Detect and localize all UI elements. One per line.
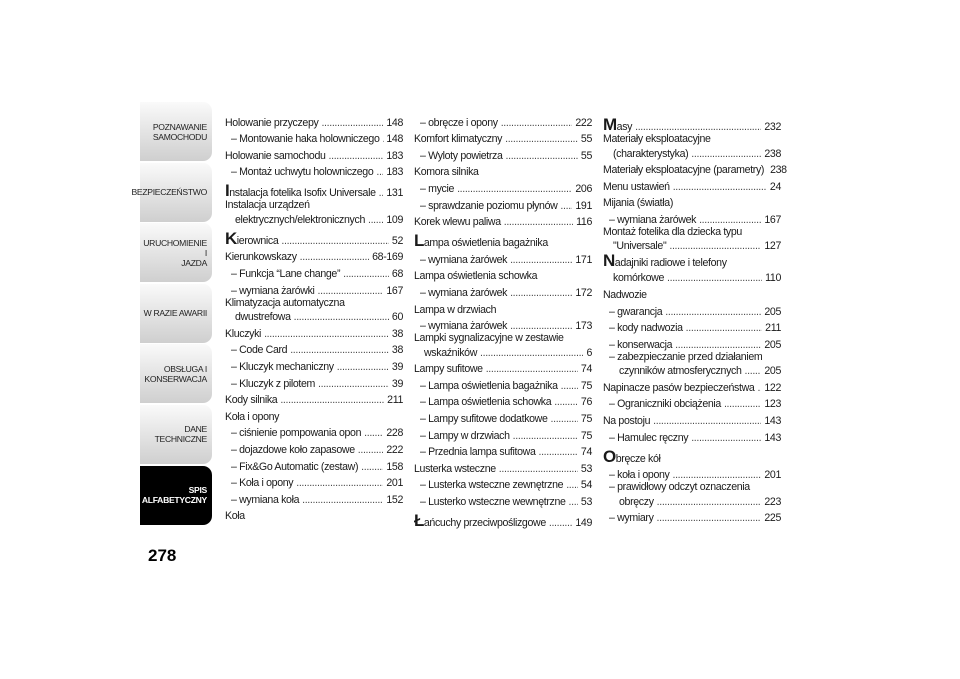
index-entry <box>414 359 592 376</box>
entry-text: – ciśnienie pompowania opon <box>231 427 362 440</box>
leader-dots <box>560 200 572 212</box>
entry-text: – konserwacja <box>609 338 673 351</box>
index-entry <box>225 247 403 264</box>
page-ref[interactable]: 76 <box>580 396 592 409</box>
page-ref[interactable]: 143 <box>764 415 781 428</box>
letter-initial: L <box>414 231 424 251</box>
page-ref[interactable]: 149 <box>575 516 592 529</box>
leader-dots <box>329 150 384 162</box>
index-entry <box>414 266 592 283</box>
entry-text <box>603 446 661 466</box>
entry-text: Lusterka wsteczne <box>414 462 496 475</box>
leader-dots <box>539 446 578 458</box>
entry-text: – Koła i opony <box>231 477 294 490</box>
index-entry <box>603 318 781 335</box>
entry-text: Menu ustawień <box>603 180 670 193</box>
leader-dots <box>318 378 389 390</box>
entry-text: – wymiana żarówek <box>420 320 508 333</box>
entry-text <box>225 228 279 248</box>
leader-dots <box>358 444 384 456</box>
index-entry <box>603 351 781 378</box>
index-entry <box>225 112 403 129</box>
index-entry <box>603 427 781 444</box>
page-ref[interactable]: 68 <box>391 268 403 281</box>
leader-dots <box>745 365 762 377</box>
entry-text: – Montowanie haka holowniczego <box>231 133 380 146</box>
entry-text: – wymiana żarówki <box>231 284 315 297</box>
index-entry <box>414 178 592 195</box>
leader-dots <box>691 148 761 160</box>
page-ref[interactable]: 123 <box>764 398 781 411</box>
entry-text: – Kluczyk z pilotem <box>231 377 316 390</box>
chapter-tab-label: POZNAWANIE SAMOCHODU <box>152 121 207 142</box>
page-ref[interactable]: 183 <box>386 149 403 162</box>
page-ref[interactable]: 167 <box>764 213 781 226</box>
page-number: 278 <box>148 546 177 565</box>
entry-text <box>603 115 633 134</box>
index-entry <box>225 178 403 199</box>
entry-text: – wymiary <box>609 512 654 525</box>
index-entry <box>603 209 781 226</box>
leader-dots <box>506 150 578 162</box>
entry-text: Nadwozie <box>603 288 647 301</box>
leader-dots <box>343 268 389 280</box>
leader-dots <box>699 214 761 226</box>
entry-text: Na postoju <box>603 415 651 428</box>
letter-initial: N <box>603 251 615 271</box>
entry-text: – Lusterko wsteczne wewnętrzne <box>420 495 566 508</box>
entry-text: Kluczyki <box>225 327 262 340</box>
entry-text: – Wyloty powietrza <box>420 149 503 162</box>
leader-dots <box>554 396 578 408</box>
page-ref[interactable]: 158 <box>386 460 403 473</box>
leader-dots <box>653 415 761 427</box>
index-entry <box>225 423 403 440</box>
entry-text-rest: asy <box>616 121 633 133</box>
entry-text-continued: "Universale" <box>613 240 667 253</box>
index-column-1 <box>225 112 403 522</box>
leader-dots <box>501 117 573 129</box>
chapter-tab-label: W RAZIE AWARII <box>143 308 207 319</box>
index-column-3 <box>603 112 787 525</box>
page-ref[interactable]: 143 <box>764 431 781 444</box>
leader-dots <box>457 183 572 195</box>
page-ref[interactable]: 172 <box>575 286 592 299</box>
leader-dots <box>686 322 762 334</box>
entry-text: – kody nadwozia <box>609 322 683 335</box>
entry-text-rest: ańcuchy przeciwpoślizgowe <box>423 516 546 529</box>
page-ref[interactable]: 211 <box>387 394 403 407</box>
page-ref[interactable]: 53 <box>580 462 592 475</box>
leader-dots <box>504 216 573 228</box>
index-entry <box>225 280 403 297</box>
index-entry <box>225 356 403 373</box>
entry-text <box>603 251 727 271</box>
page-ref[interactable]: 24 <box>769 180 781 193</box>
letter-initial: O <box>603 446 616 466</box>
leader-dots <box>510 320 572 332</box>
leader-dots <box>302 494 383 506</box>
index-entry <box>414 442 592 459</box>
entry-text: – Fix&Go Automatic (zestaw) <box>231 460 359 473</box>
page-ref[interactable]: 54 <box>580 479 592 492</box>
letter-initial: K <box>225 228 237 248</box>
index-entry <box>414 195 592 212</box>
letter-initial: M <box>603 115 617 134</box>
leader-dots <box>376 166 383 178</box>
leader-dots <box>364 427 383 439</box>
page-ref[interactable]: 238 <box>764 147 781 160</box>
page-ref[interactable]: 183 <box>386 166 403 179</box>
leader-dots <box>561 380 578 392</box>
page-ref[interactable]: 38 <box>391 344 403 357</box>
index-entry <box>603 465 781 482</box>
chapter-tab[interactable] <box>131 163 212 222</box>
leader-dots <box>566 479 578 491</box>
page-ref[interactable]: 74 <box>580 446 592 459</box>
entry-text: – Kluczyk mechaniczny <box>231 360 334 373</box>
entry-text: Materiały eksploatacyjne (parametry) <box>603 164 765 177</box>
index-entry <box>225 390 403 407</box>
entry-text-rest: nstalacja fotelika Isofix Universale <box>229 187 376 200</box>
entry-text: Lampa oświetlenia schowka <box>414 270 538 283</box>
entry-text: – wymiana żarówek <box>420 253 508 266</box>
entry-text: – Hamulec ręczny <box>609 431 689 444</box>
index-column-2 <box>414 112 592 529</box>
index-entry <box>414 249 592 266</box>
index-entry <box>414 425 592 442</box>
entry-text: – Ograniczniki obciążenia <box>609 398 721 411</box>
index-entry <box>603 481 781 508</box>
leader-dots <box>669 240 761 252</box>
entry-text <box>414 510 546 530</box>
chapter-tab-label: URUCHOMIENIE I JAZDA <box>143 237 207 268</box>
entry-text: Kierunkowskazy <box>225 251 297 264</box>
page-ref[interactable]: 53 <box>580 495 592 508</box>
page-ref[interactable]: 39 <box>391 377 403 390</box>
leader-dots <box>379 187 384 199</box>
index-entry <box>225 373 403 390</box>
entry-text: – Code Card <box>231 344 288 357</box>
entry-text-continued: czynników atmosferycznych <box>619 365 742 378</box>
entry-text-continued: komórkowe <box>613 272 665 285</box>
entry-text-continued: wskaźników <box>424 346 478 359</box>
entry-text-continued: obręczy <box>619 495 654 508</box>
leader-dots <box>383 133 384 145</box>
entry-text: – prawidłowy odczyt oznaczenia <box>609 481 750 494</box>
page-ref[interactable]: 74 <box>580 363 592 376</box>
index-entry <box>603 444 781 465</box>
entry-text: – wymiana koła <box>231 493 300 506</box>
chapter-tab-label: SPIS ALFABETYCZNY <box>141 485 207 506</box>
page-ref[interactable]: 205 <box>764 338 781 351</box>
page-ref[interactable]: 122 <box>764 381 781 394</box>
page-ref[interactable]: 110 <box>765 272 781 285</box>
leader-dots <box>318 285 384 297</box>
page-ref[interactable]: 152 <box>386 493 403 506</box>
page-ref[interactable]: 68-169 <box>372 251 403 264</box>
leader-dots <box>513 430 578 442</box>
page-ref[interactable]: 167 <box>386 284 403 297</box>
page-ref[interactable]: 39 <box>391 360 403 373</box>
page-ref[interactable]: 171 <box>575 253 592 266</box>
entry-text: – Lampy sufitowe dodatkowe <box>420 413 548 425</box>
entry-text: – dojazdowe koło zapasowe <box>231 443 355 456</box>
index-entry <box>225 199 403 226</box>
index-entry <box>414 332 592 359</box>
page-ref[interactable]: 6 <box>586 346 592 359</box>
page-ref[interactable]: 205 <box>764 305 781 318</box>
entry-text: – Montaż uchwytu holowniczego <box>231 166 374 179</box>
leader-dots <box>691 432 761 444</box>
page-ref[interactable]: 238 <box>770 164 787 177</box>
entry-text: – Lampy w drzwiach <box>420 429 510 442</box>
entry-text: Holowanie samochodu <box>225 149 326 162</box>
leader-dots <box>673 181 767 193</box>
index-entry <box>603 252 781 284</box>
chapter-tab-label: DANE TECHNICZNE <box>154 424 207 445</box>
entry-text: – zabezpieczanie przed działaniem <box>609 350 763 363</box>
index-entry <box>603 112 781 133</box>
index-entry <box>414 408 592 425</box>
entry-text: – Funkcja “Lane change” <box>231 268 341 281</box>
index-entry <box>225 406 403 423</box>
page-ref[interactable]: 75 <box>580 413 592 425</box>
page-ref[interactable]: 206 <box>575 182 592 195</box>
index-entry <box>414 299 592 316</box>
index-entry <box>603 160 787 177</box>
leader-dots <box>675 339 761 351</box>
chapter-tab[interactable] <box>140 284 212 343</box>
leader-dots <box>551 413 578 425</box>
leader-dots <box>337 361 389 373</box>
entry-text: – sprawdzanie poziomu płynów <box>420 199 558 212</box>
entry-text: Korek wlewu paliwa <box>414 216 501 229</box>
page-ref[interactable]: 191 <box>575 199 592 212</box>
page-ref[interactable]: 148 <box>386 116 403 129</box>
index-entry <box>603 301 781 318</box>
entry-text: Koła i opony <box>225 410 280 423</box>
page-ref[interactable]: 55 <box>580 133 592 146</box>
page-ref[interactable]: 55 <box>580 149 592 162</box>
entry-text: – Lampa oświetlenia schowka <box>420 396 552 409</box>
page-ref[interactable]: 228 <box>386 427 403 440</box>
index-entry <box>225 323 403 340</box>
entry-text: Kody silnika <box>225 394 278 407</box>
leader-dots <box>480 347 583 359</box>
entry-text: Montaż fotelika dla dziecka typu <box>603 225 742 238</box>
index-entry <box>225 340 403 357</box>
page-ref[interactable]: 232 <box>764 121 781 133</box>
index-entry <box>225 456 403 473</box>
index-entry <box>414 316 592 333</box>
leader-dots <box>321 117 383 129</box>
entry-text-rest: adajniki radiowe i telefony <box>614 257 727 270</box>
leader-dots <box>657 496 762 508</box>
chapter-tab[interactable] <box>140 102 212 161</box>
index-entry <box>414 145 592 162</box>
index-entry <box>225 145 403 162</box>
entry-text: Lampy sufitowe <box>414 363 483 376</box>
index-entry <box>414 162 592 179</box>
chapter-sidebar <box>131 102 212 526</box>
index-entry <box>225 506 403 523</box>
index-entry <box>603 334 781 351</box>
entry-text: – Lampa oświetlenia bagażnika <box>420 379 558 392</box>
page-ref[interactable]: 127 <box>764 240 781 253</box>
entry-text: Lampa w drzwiach <box>414 303 497 316</box>
leader-dots <box>569 496 578 508</box>
leader-dots <box>486 363 578 375</box>
index-entry <box>414 282 592 299</box>
index-entry <box>225 473 403 490</box>
page-ref[interactable]: 148 <box>386 133 403 146</box>
index-entry <box>603 133 781 160</box>
index-entry <box>603 508 781 525</box>
page-ref[interactable]: 109 <box>386 213 403 226</box>
entry-text: Holowanie przyczepy <box>225 116 319 129</box>
page-ref[interactable]: 222 <box>386 443 403 456</box>
index-entry <box>603 394 781 411</box>
index-entry <box>414 458 592 475</box>
entry-text <box>225 181 376 201</box>
leader-dots <box>665 306 761 318</box>
entry-text: Komfort klimatyczny <box>414 133 503 146</box>
entry-text: – mycie <box>420 182 455 195</box>
entry-text: – Przednia lampa sufitowa <box>420 446 536 459</box>
page-ref[interactable]: 201 <box>386 477 403 490</box>
index-entry <box>603 176 781 193</box>
entry-text-rest: ampa oświetlenia bagażnika <box>423 237 548 250</box>
entry-text: – wymiana żarówek <box>420 286 508 299</box>
index-entry <box>603 193 781 210</box>
leader-dots <box>296 477 383 489</box>
leader-dots <box>361 461 383 473</box>
index-entry <box>414 112 592 129</box>
index-entry <box>225 129 403 146</box>
index-entry <box>414 508 592 529</box>
leader-dots <box>635 121 761 133</box>
index-entry <box>225 439 403 456</box>
entry-text: Lampki sygnalizacyjne w zestawie <box>414 332 564 345</box>
index-entry <box>603 410 781 427</box>
chapter-tab[interactable] <box>140 466 212 525</box>
leader-dots <box>294 311 389 323</box>
leader-dots <box>510 287 572 299</box>
entry-text-continued: elektrycznych/elektronicznych <box>235 213 365 226</box>
index-entry <box>603 377 781 394</box>
page-ref[interactable]: 223 <box>764 495 781 508</box>
entry-text: Instalacja urządzeń <box>225 199 310 212</box>
page-ref[interactable]: 225 <box>764 512 781 525</box>
entry-text-continued: (charakterystyka) <box>613 147 689 160</box>
page-ref[interactable]: 116 <box>576 216 592 229</box>
entry-text-continued: dwustrefowa <box>235 311 291 324</box>
chapter-tab[interactable] <box>140 344 212 403</box>
index-entry <box>225 263 403 280</box>
page-ref[interactable]: 75 <box>580 429 592 442</box>
leader-dots <box>724 398 761 410</box>
page-ref[interactable]: 211 <box>765 322 781 335</box>
index-entry <box>225 489 403 506</box>
entry-text-rest: bręcze kół <box>615 452 661 465</box>
index-entry <box>414 392 592 409</box>
index-entry <box>225 297 403 324</box>
entry-text: Materiały eksploatacyjne <box>603 133 711 145</box>
index-entry <box>603 284 781 301</box>
letter-initial: Ł <box>414 510 424 530</box>
chapter-tab-label: BEZPIECZEŃSTWO <box>131 187 207 198</box>
entry-text: – Lusterka wsteczne zewnętrzne <box>420 479 564 492</box>
leader-dots <box>264 328 389 340</box>
index-entry <box>414 375 592 392</box>
page-ref[interactable]: 38 <box>391 327 403 340</box>
index-entry <box>603 226 781 253</box>
index-entry <box>414 491 592 508</box>
leader-dots <box>510 254 572 266</box>
entry-text <box>414 231 548 251</box>
letter-initial: I <box>225 181 230 201</box>
index-entry <box>414 129 592 146</box>
leader-dots <box>549 517 572 529</box>
index-entry <box>414 212 592 229</box>
page-ref[interactable]: 205 <box>764 365 781 378</box>
page-ref[interactable]: 131 <box>386 187 403 200</box>
entry-text: Klimatyzacja automatyczna <box>225 296 345 309</box>
index-entry <box>414 475 592 492</box>
page-ref[interactable]: 201 <box>764 469 781 482</box>
index-entry <box>225 226 403 247</box>
entry-text: Koła <box>225 510 245 523</box>
leader-dots <box>290 344 389 356</box>
entry-text: – obręcze i opony <box>420 116 498 129</box>
leader-dots <box>667 272 762 284</box>
chapter-tab-label: OBSŁUGA I KONSERWACJA <box>144 363 207 384</box>
page-ref[interactable]: 60 <box>391 311 403 324</box>
entry-text: – wymiana żarówek <box>609 213 697 226</box>
index-entry <box>225 162 403 179</box>
entry-text: – gwarancja <box>609 305 663 318</box>
chapter-tab[interactable] <box>140 223 212 282</box>
leader-dots <box>505 133 578 145</box>
chapter-tab[interactable] <box>140 405 212 464</box>
leader-dots <box>281 235 389 247</box>
leader-dots <box>657 512 762 524</box>
index-entry <box>414 228 592 249</box>
leader-dots <box>300 251 369 263</box>
entry-text: Mijania (światła) <box>603 197 673 210</box>
page-ref[interactable]: 52 <box>391 234 403 247</box>
page-ref[interactable]: 173 <box>575 320 592 333</box>
entry-text: Napinacze pasów bezpieczeństwa <box>603 381 755 394</box>
leader-dots <box>757 382 761 394</box>
leader-dots <box>672 469 761 481</box>
page-ref[interactable]: 75 <box>580 379 592 392</box>
page-ref[interactable]: 222 <box>575 116 592 129</box>
leader-dots <box>368 214 383 226</box>
leader-dots <box>499 463 578 475</box>
entry-text: – koła i opony <box>609 469 670 482</box>
entry-text: Komora silnika <box>414 166 479 179</box>
entry-text-rest: ierownica <box>236 234 279 247</box>
leader-dots <box>280 394 384 406</box>
